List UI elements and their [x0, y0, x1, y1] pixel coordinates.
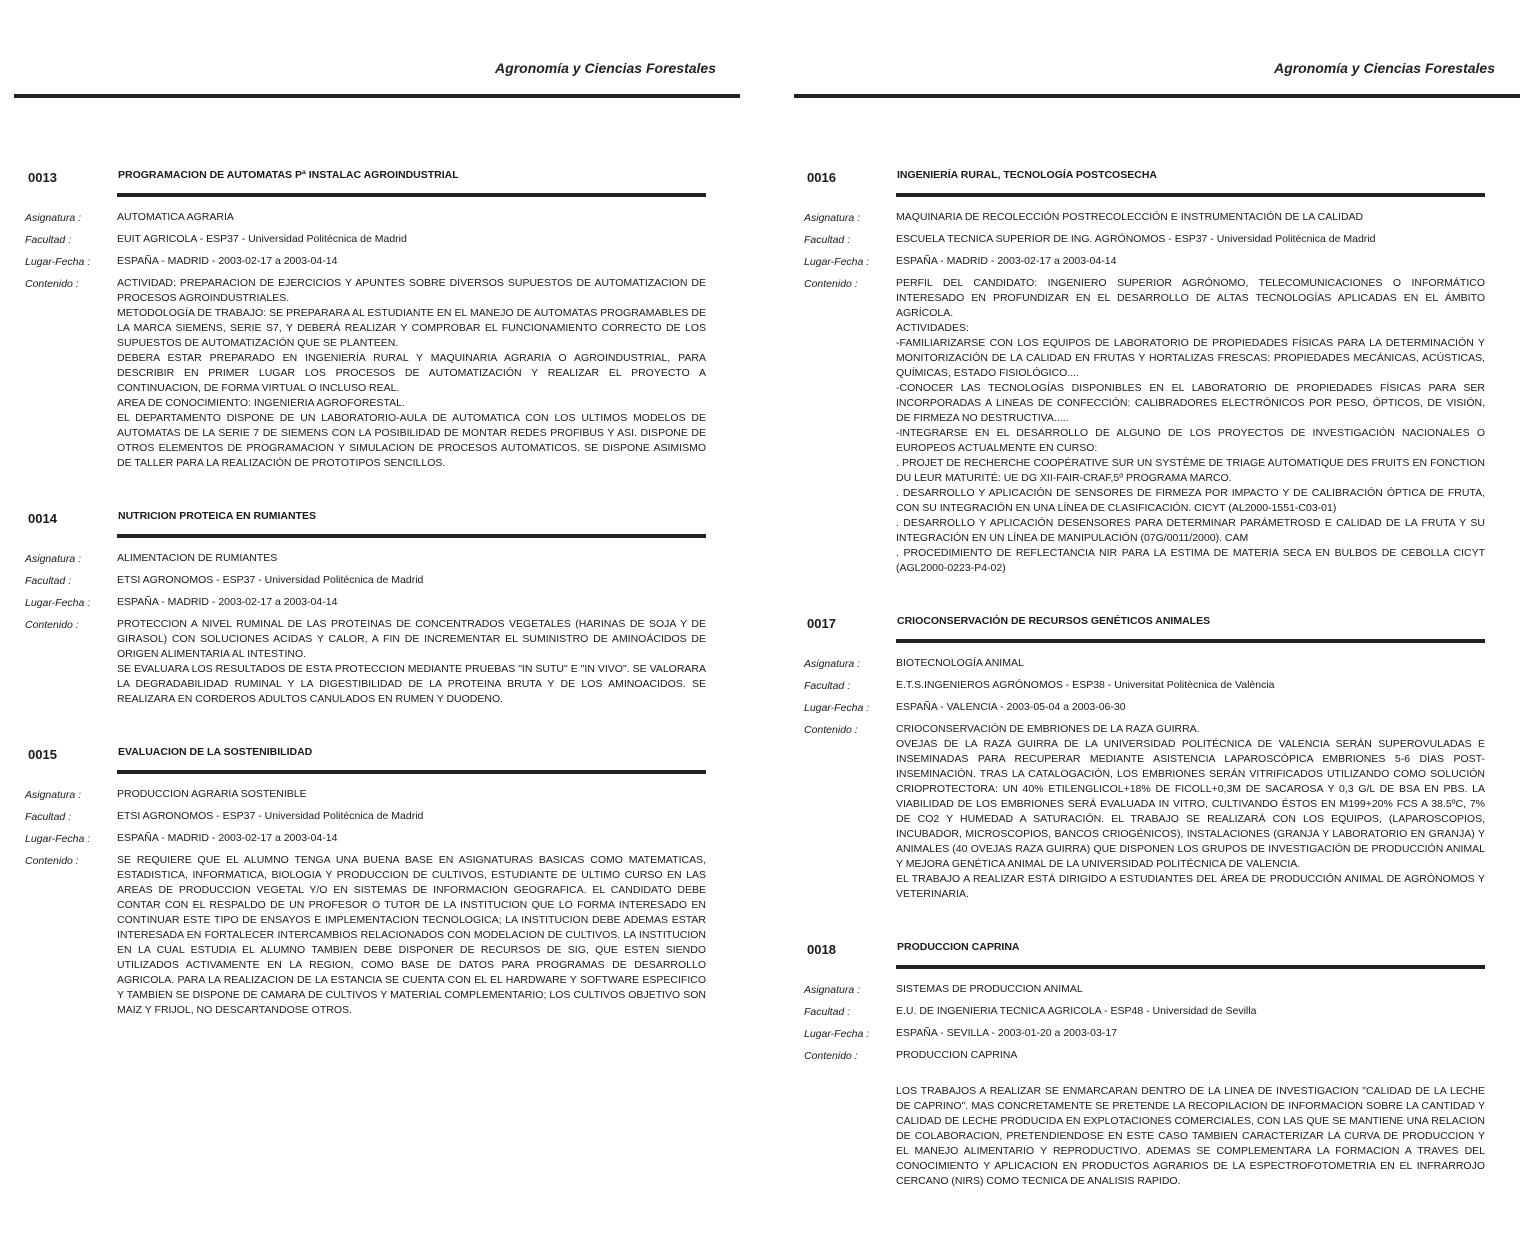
- entry-rule: [896, 193, 1485, 197]
- entry-number: 0015: [28, 747, 57, 762]
- contenido-paragraph: PERFIL DEL CANDIDATO: INGENIERO SUPERIOR AGRÓNOMO, TELECOMUNICACIONES O INFORMÁTICO INTERESADO EN PROFUNDIZAR EN EL DESARROLLO DE ALTAS TECNOLOGÍAS APLICADAS EN EL ÁMBITO AGRÍCOLA.: [896, 277, 1485, 319]
- entry-number: 0013: [28, 170, 57, 185]
- contenido-paragraph: . DESARROLLO Y APLICACIÓN DESENSORES PARA DETERMINAR PARÁMETROSD E CALIDAD DE LA FRUTA Y SU INTEGRACIÓN EN UN LÍNEA DE MANIPULACIÓN (07G/0011/2000). CAM: [896, 517, 1485, 544]
- entry-0016: [804, 150, 1485, 576]
- entry-number: 0018: [807, 942, 836, 957]
- header-rule: [794, 94, 1520, 98]
- entry-0014: [25, 491, 706, 707]
- field-value: AUTOMATICA AGRARIA: [117, 211, 234, 223]
- entry-title: CRIOCONSERVACIÓN DE RECURSOS GENÉTICOS ANIMALES: [897, 615, 1211, 627]
- field-label: Contenido :: [804, 278, 858, 290]
- contenido-text: [896, 722, 1485, 902]
- field-value: ESPAÑA - SEVILLA - 2003-01-20 a 2003-03-17: [896, 1027, 1118, 1039]
- field-lugar-fecha: [25, 595, 706, 613]
- header-rule: [14, 94, 740, 98]
- contenido-paragraph: OVEJAS DE LA RAZA GUIRRA DE LA UNIVERSIDAD POLITÉCNICA DE VALENCIA SERÁN SUPEROVULADAS E INSEMINADAS PARA RECUPERAR MEDIANTE ASISTENCIA LAPAROSCÓPICA EMBRIONES 5-6 DÍAS POST-INSEMINACIÓN. TRAS LA CATALOGACIÓN, LOS EMBRIONES SERÁN VITRIFICADOS UTILIZANDO COMO SOLUCIÓN CRIOPROTECTORA: UN 40% ETILENGLICOL+18% DE FICOLL+0,3M DE SACAROSA Y 0,3 G/L DE BSA EN PBS. LA VIABILIDAD DE LOS EMBRIONES SERÁ EVALUADA IN VITRO, CULTIVANDO ÉSTOS EN M199+20% FCS A 38.5ºC, 7% DE CO2 Y HUMEDAD A SATURACIÓN. EL TRABAJO SE REALIZARÁ CON LOS EQUIPOS, (LAPAROSCOPIOS, INCUBADOR, MICROSCOPIOS, BANCOS CRIOGÉNICOS), INSTALACIONES (GRANJA Y LABORATORIO EN GRANJA) Y ANIMALES (40 OVEJAS RAZA GUIRRA) QUE DISPONEN LOS GRUPOS DE INVESTIGACIÓN DE PRODUCCIÓN ANIMAL Y MEJORA GENÉTICA ANIMAL DE LA UNIVERSIDAD POLITÉCNICA DE VALENCIA.: [896, 738, 1485, 870]
- entry-number: 0016: [807, 170, 836, 185]
- entry-title: PRODUCCION CAPRINA: [897, 941, 1020, 953]
- contenido-text: [117, 853, 706, 1018]
- field-value: SISTEMAS DE PRODUCCION ANIMAL: [896, 983, 1083, 995]
- entry-number: 0014: [28, 511, 57, 526]
- contenido-paragraph: -CONOCER LAS TECNOLOGÍAS DISPONIBLES EN EL LABORATORIO DE PROPIEDADES FÍSICAS PARA SER INCORPORADAS A LINEAS DE CONFECCIÓN: CALIBRADORES ELECTRÓNICOS POR PESO, ÓPTICOS, DE VISIÓN, DE FIRMEZA NO DESTRUCTIVA.....: [896, 382, 1485, 424]
- contenido-paragraph: PRODUCCION CAPRINA: [896, 1049, 1018, 1061]
- field-contenido: [804, 722, 1485, 902]
- field-contenido: [804, 276, 1485, 576]
- field-lugar-fecha: [25, 831, 706, 849]
- field-label: Contenido :: [804, 1050, 858, 1062]
- field-label: Lugar-Fecha :: [25, 256, 91, 268]
- right-page: [766, 0, 1532, 1238]
- field-label: Facultad :: [25, 575, 72, 587]
- entry-header: [804, 922, 1485, 964]
- field-label: Facultad :: [804, 1006, 851, 1018]
- field-label: Asignatura :: [804, 658, 861, 670]
- entry-rule: [117, 193, 706, 197]
- contenido-paragraph: SE EVALUARA LOS RESULTADOS DE ESTA PROTECCION MEDIANTE PRUEBAS "IN SUTU" E "IN VIVO". SE VALORARA LA DEGRADABILIDAD RUMINAL Y LA DIGESTIBILIDAD DE LA PROTEINA BRUTA Y DE LOS AMINOACIDOS. SE REALIZARA EN CORDEROS ADULTOS CANULADOS EN RUMEN Y DUODENO.: [117, 663, 706, 705]
- entry-0015: [25, 727, 706, 1018]
- field-value: ESPAÑA - MADRID - 2003-02-17 a 2003-04-14: [117, 255, 338, 267]
- contenido-paragraph: PROTECCION A NIVEL RUMINAL DE LAS PROTEINAS DE CONCENTRADOS VEGETALES (HARINAS DE SOJA Y DE GIRASOL) CON SOLUCIONES ACIDAS Y CALOR, A FIN DE INCREMENTAR EL SUMINISTRO DE AMINOÁCIDOS DE ORIGEN ALIMENTARIA AL INTESTINO.: [117, 618, 706, 660]
- contenido-paragraph: ACTIVIDADES:: [896, 322, 969, 334]
- field-label: Lugar-Fecha :: [25, 597, 91, 609]
- field-asignatura: [804, 656, 1485, 674]
- field-value: E.T.S.INGENIEROS AGRÓNOMOS - ESP38 - Universitat Politècnica de València: [896, 679, 1275, 691]
- contenido-paragraph: EL TRABAJO A REALIZAR ESTÁ DIRIGIDO A ESTUDIANTES DEL ÁREA DE PRODUCCIÓN ANIMAL DE AGRÓNOMOS Y VETERINARIA.: [896, 873, 1485, 900]
- field-label: Contenido :: [25, 278, 79, 290]
- field-label: Facultad :: [25, 811, 72, 823]
- contenido-paragraph: . PROJET DE RECHERCHE COOPÉRATIVE SUR UN SYSTÈME DE TRIAGE AUTOMATIQUE DES FRUITS EN FONCTION DU LEUR MATURITÉ: UE DG XII-FAIR-CRAF,5º PROGRAMA MARCO.: [896, 457, 1485, 484]
- field-value: ALIMENTACION DE RUMIANTES: [117, 552, 278, 564]
- field-value: BIOTECNOLOGÍA ANIMAL: [896, 657, 1024, 669]
- running-head: Agronomía y Ciencias Forestales: [495, 60, 716, 76]
- entry-header: [25, 491, 706, 533]
- field-contenido: [25, 853, 706, 1018]
- field-label: Lugar-Fecha :: [804, 1028, 870, 1040]
- entry-0017: [804, 596, 1485, 902]
- contenido-paragraph: . PROCEDIMIENTO DE REFLECTANCIA NIR PARA LA ESTIMA DE MATERIA SECA EN BULBOS DE CEBOLLA CICYT (AGL2000-0223-P4-02): [896, 547, 1485, 574]
- contenido-text: [117, 276, 706, 471]
- contenido-paragraph: SE REQUIERE QUE EL ALUMNO TENGA UNA BUENA BASE EN ASIGNATURAS BASICAS COMO MATEMATICAS, ESTADISTICA, INFORMATICA, BIOLOGIA Y PRODUCCION DE CULTIVOS, ESTUDIANTE DE ULTIMO CURSO EN LAS AREAS DE PRODUCCION VEGETAL Y/O EN SISTEMAS DE INFORMACION GEOGRAFICA. EL CANDIDATO DEBE CONTAR CON EL RESPALDO DE UN PROFESOR O TUTOR DE LA INSTITUCION QUE LO FORMA INTERESADO EN CONTINUAR ESTE TIPO DE ENSAYOS E IMPLEMENTACION TECNOLOGICA; LA INSTITUCION DEBE ADEMAS ESTAR INTERESADA EN FORTALECER INTERCAMBIOS RELACIONADOS CON MODELACION DE CULTIVOS. LA INSTITUCION EN LA CUAL ESTUDIA EL ALUMNO TAMBIEN DEBE DISPONER DE RECURSOS DE SIG, QUE ESTEN SIENDO UTILIZADOS ACTIVAMENTE EN LA REGION, COMO BASE DE DATOS PARA PROGRAMAS DE DESARROLLO AGRICOLA. PARA LA REALIZACION DE LA ESTANCIA SE CUENTA CON EL EL HARDWARE Y SOFTWARE ESPECIFICO Y TAMBIEN SE DISPONE DE CAMARA DE CULTIVOS Y MATERIAL COMPLEMENTARIO; LOS CULTIVOS OBJETIVO SON MAIZ Y FRIJOL, NO DESCARTANDOSE OTROS.: [117, 854, 706, 1016]
- field-label: Contenido :: [25, 619, 79, 631]
- entry-list: [804, 150, 1485, 1209]
- entry-rule: [117, 770, 706, 774]
- entry-number: 0017: [807, 616, 836, 631]
- field-value: EUIT AGRICOLA - ESP37 - Universidad Politécnica de Madrid: [117, 233, 407, 245]
- field-label: Asignatura :: [804, 212, 861, 224]
- contenido-paragraph: AREA DE CONOCIMIENTO: INGENIERIA AGROFORESTAL.: [117, 397, 405, 409]
- contenido-paragraph: -INTEGRARSE EN EL DESARROLLO DE ALGUNO DE LOS PROYECTOS DE INVESTIGACIÓN NACIONALES O EUROPEOS ACTUALMENTE EN CURSO:: [896, 427, 1485, 454]
- field-facultad: [25, 573, 706, 591]
- field-label: Asignatura :: [25, 212, 82, 224]
- entry-title: NUTRICION PROTEICA EN RUMIANTES: [118, 510, 316, 522]
- entry-header: [804, 150, 1485, 192]
- field-asignatura: [25, 787, 706, 805]
- field-value: ESCUELA TECNICA SUPERIOR DE ING. AGRÓNOMOS - ESP37 - Universidad Politécnica de Madrid: [896, 233, 1376, 245]
- entry-header: [804, 596, 1485, 638]
- field-value: ESPAÑA - MADRID - 2003-02-17 a 2003-04-14: [896, 255, 1117, 267]
- entry-rule: [896, 965, 1485, 969]
- field-value: PRODUCCION AGRARIA SOSTENIBLE: [117, 788, 307, 800]
- entry-rule: [117, 534, 706, 538]
- extra-description-row: [804, 1084, 1485, 1189]
- field-asignatura: [25, 551, 706, 569]
- field-asignatura: [25, 210, 706, 228]
- field-label: Contenido :: [804, 724, 858, 736]
- field-label: Facultad :: [804, 234, 851, 246]
- entry-rule: [896, 639, 1485, 643]
- contenido-paragraph: . DESARROLLO Y APLICACIÓN DE SENSORES DE FIRMEZA POR IMPACTO Y DE CALIBRACIÓN ÓPTICA DE FRUTA, CON SU INTEGRACIÓN EN UNA LÍNEA DE CLASIFICACIÓN. CICYT (AL2000-1551-C03-01): [896, 487, 1485, 514]
- field-facultad: [804, 1004, 1485, 1022]
- field-label: Lugar-Fecha :: [804, 702, 870, 714]
- field-value: ETSI AGRONOMOS - ESP37 - Universidad Politécnica de Madrid: [117, 810, 424, 822]
- running-head: Agronomía y Ciencias Forestales: [1274, 60, 1495, 76]
- field-lugar-fecha: [25, 254, 706, 272]
- contenido-text: [117, 617, 706, 707]
- field-lugar-fecha: [804, 1026, 1485, 1044]
- field-contenido: [804, 1048, 1485, 1066]
- contenido-paragraph: -FAMILIARIZARSE CON LOS EQUIPOS DE LABORATORIO DE PROPIEDADES FÍSICAS PARA LA DETERMINACIÓN Y MONITORIZACIÓN DE LA CALIDAD EN FRUTAS Y HORTALIZAS FRESCAS: PROPIEDADES MECÁNICAS, ACÚSTICAS, QUÍMICAS, ESTADO FISIOLÓGICO....: [896, 337, 1485, 379]
- field-facultad: [25, 809, 706, 827]
- field-label: Asignatura :: [25, 789, 82, 801]
- field-value: ESPAÑA - MADRID - 2003-02-17 a 2003-04-14: [117, 832, 338, 844]
- contenido-text: [896, 1048, 1485, 1063]
- entry-header: [25, 150, 706, 192]
- entry-title: INGENIERÍA RURAL, TECNOLOGÍA POSTCOSECHA: [897, 169, 1157, 181]
- field-label: Lugar-Fecha :: [804, 256, 870, 268]
- contenido-text: [896, 276, 1485, 576]
- field-label: Facultad :: [25, 234, 72, 246]
- entry-title: PROGRAMACION DE AUTOMATAS Pª INSTALAC AGROINDUSTRIAL: [118, 169, 459, 181]
- field-lugar-fecha: [804, 700, 1485, 718]
- field-lugar-fecha: [804, 254, 1485, 272]
- field-label: Lugar-Fecha :: [25, 833, 91, 845]
- entry-title: EVALUACION DE LA SOSTENIBILIDAD: [118, 746, 313, 758]
- contenido-paragraph: EL DEPARTAMENTO DISPONE DE UN LABORATORIO-AULA DE AUTOMATICA CON LOS ULTIMOS MODELOS DE AUTOMATAS DE LA SERIE 7 DE SIEMENS CON LA POSIBILIDAD DE MONTAR REDES PROFIBUS Y ASI. DISPONE DE OTROS ELEMENTOS DE PROGRAMACION Y SIMULACION DE PROCESOS AUTOMATICOS. SE DISPONE ASIMISMO DE TALLER PARA LA REALIZACIÓN DE PROTOTIPOS SENCILLOS.: [117, 412, 706, 469]
- field-value: MAQUINARIA DE RECOLECCIÓN POSTRECOLECCIÓN E INSTRUMENTACIÓN DE LA CALIDAD: [896, 211, 1364, 223]
- field-value: ESPAÑA - MADRID - 2003-02-17 a 2003-04-14: [117, 596, 338, 608]
- field-asignatura: [804, 982, 1485, 1000]
- contenido-paragraph: DEBERA ESTAR PREPARADO EN INGENIERÍA RURAL Y MAQUINARIA AGRARIA O AGROINDUSTRIAL, PARA DESCRIBIR EN PRIMER LUGAR LOS PROCESOS DE AUTOMATIZACIÓN Y REALIZAR EL PROYECTO A CONTINUACION, DE FORMA VIRTUAL O INCLUSO REAL.: [117, 352, 706, 394]
- field-value: ESPAÑA - VALENCIA - 2003-05-04 a 2003-06-30: [896, 701, 1126, 713]
- field-contenido: [25, 276, 706, 471]
- field-value: E.U. DE INGENIERIA TECNICA AGRICOLA - ESP48 - Universidad de Sevilla: [896, 1005, 1257, 1017]
- field-facultad: [25, 232, 706, 250]
- contenido-paragraph: CRIOCONSERVACIÓN DE EMBRIONES DE LA RAZA GUIRRA.: [896, 723, 1200, 735]
- field-label: Asignatura :: [25, 553, 82, 565]
- entry-0018: [804, 922, 1485, 1189]
- contenido-paragraph: METODOLOGÍA DE TRABAJO: SE PREPARARA AL ESTUDIANTE EN EL MANEJO DE AUTOMATAS PROGRAMABLES DE LA MARCA SIEMENS, SERIE S7, Y DEBERÁ REALIZAR Y COMPROBAR EL FUNCIONAMIENTO CORRECTO DE LOS SUPUESTOS DE AUTOMATIZACIÓN QUE SE PLANTEEN.: [117, 307, 706, 349]
- entry-list: [25, 150, 706, 1038]
- entry-0013: [25, 150, 706, 471]
- contenido-paragraph: ACTIVIDAD: PREPARACION DE EJERCICIOS Y APUNTES SOBRE DIVERSOS SUPUESTOS DE AUTOMATIZACION DE PROCESOS AGROINDUSTRIALES.: [117, 277, 706, 304]
- field-label: Facultad :: [804, 680, 851, 692]
- field-value: ETSI AGRONOMOS - ESP37 - Universidad Politécnica de Madrid: [117, 574, 424, 586]
- field-contenido: [25, 617, 706, 707]
- field-label: Contenido :: [25, 855, 79, 867]
- field-facultad: [804, 678, 1485, 696]
- field-label: Asignatura :: [804, 984, 861, 996]
- extra-description: LOS TRABAJOS A REALIZAR SE ENMARCARAN DENTRO DE LA LINEA DE INVESTIGACION "CALIDAD DE LA LECHE DE CAPRINO". MAS CONCRETAMENTE SE PRETENDE LA RECOPILACION DE INFORMACION SOBRE LA CANTIDAD Y CALIDAD DE LECHE PRODUCIDA EN EXPLOTACIONES COMERCIALES, CON LAS QUE SE MANTIENE UNA RELACION DE COLABORACION, PRETENDIENDOSE EN ESTE CASO TAMBIEN CARACTERIZAR LA CURVA DE PRODUCCION Y EL MANEJO ALIMENTARIO Y REPRODUCTIVO. ADEMAS SE COMPLEMENTARA LA FORMACION A TRAVES DEL CONOCIMIENTO Y APLICACION EN PRODUCTOS AGRARIOS DE LA ESPECTROFOTOMETRIA EN EL INFRARROJO CERCANO (NIRS) COMO TECNICA DE ANALISIS RAPIDO.: [896, 1085, 1485, 1187]
- field-facultad: [804, 232, 1485, 250]
- field-asignatura: [804, 210, 1485, 228]
- entry-header: [25, 727, 706, 769]
